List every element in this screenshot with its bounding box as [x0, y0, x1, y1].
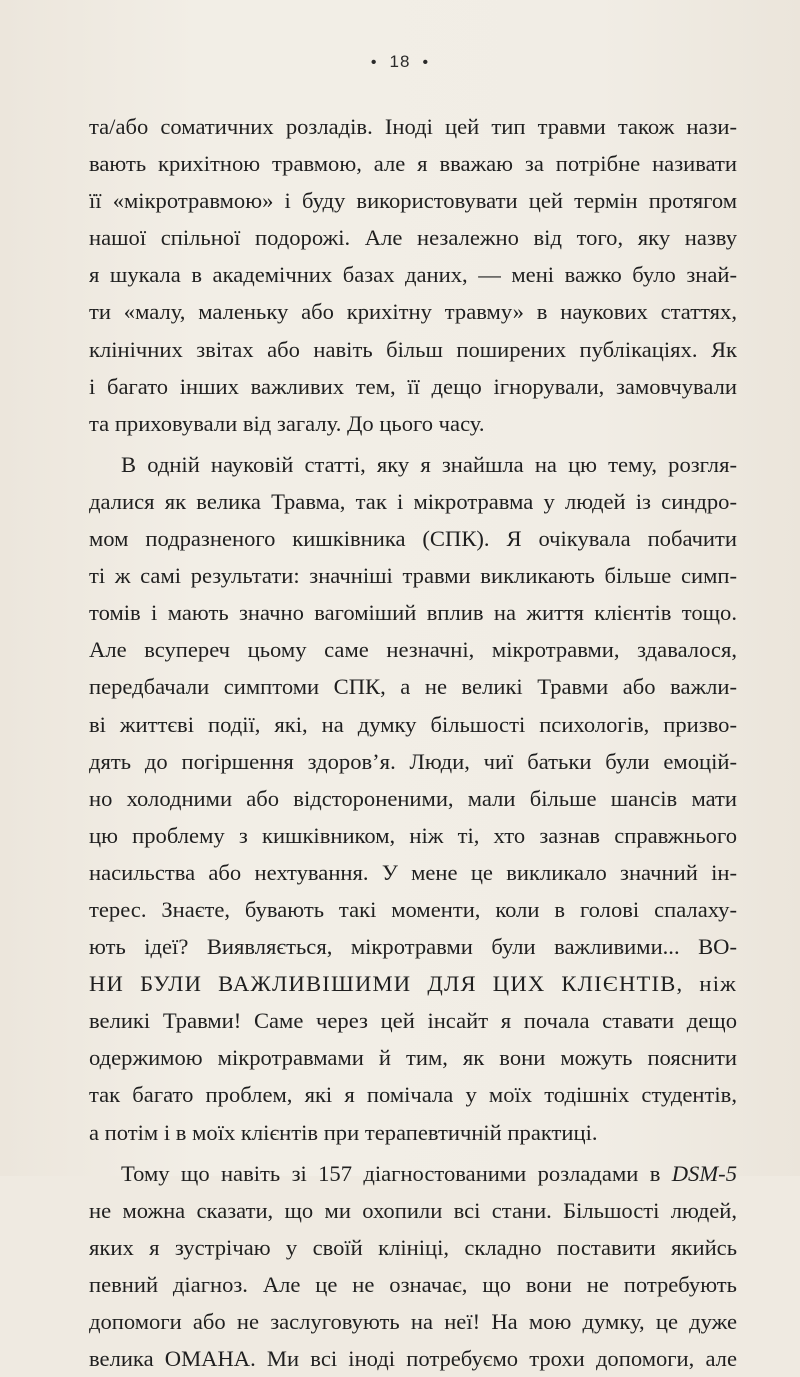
text-line: допомоги або не заслуговують на неї! На мою думку, це дуже	[89, 1309, 737, 1334]
text-line: но холодними або відстороненими, мали більше шансів мати	[89, 785, 737, 811]
text-line: цю проблему з кишківником, ніж ті, хто зазнав справжнього	[89, 822, 737, 848]
text-line-emphasis: НИ БУЛИ ВАЖЛИВІШИМИ ДЛЯ ЦИХ КЛІЄНТІВ, ніж	[89, 971, 737, 997]
text-line: одержимою мікротравмами й тим, як вони можуть пояснити	[89, 1045, 737, 1071]
text-line: дять до погіршення здоров’я. Люди, чиї батьки були емоцій-	[89, 748, 737, 774]
text-line: не можна сказати, що ми охопили всі стани. Більшості людей,	[89, 1197, 737, 1223]
text-line: передбачали симптоми СПК, а не великі Травми або важли-	[89, 674, 737, 700]
text-line: В одній науковій статті, яку я знайшла на цю тему, розгля-	[121, 451, 737, 477]
text-line: ті ж самі результати: значніші травми викликають більше симп-	[89, 563, 737, 589]
text-line: я шукала в академічних базах даних, — мені важко було знай-	[89, 262, 737, 288]
text-line: мом подразненого кишківника (СПК). Я очікувала побачити	[89, 526, 737, 552]
text-line: далися як велика Травма, так і мікротравма у людей із синдро-	[89, 488, 737, 514]
text-line: насильства або нехтування. У мене це викликало значний ін-	[89, 859, 737, 885]
folio-dot-left: •	[370, 54, 378, 71]
text-line: ві життєві події, які, на думку більшості психологів, призво-	[89, 711, 737, 737]
text-line: так багато проблем, які я помічала у моїх тодішніх студентів,	[89, 1082, 737, 1108]
text-line: терес. Знаєте, бувають такі моменти, коли в голові спалаху-	[89, 896, 737, 922]
text-line: яких я зустрічаю у своїй клініці, складно поставити якийсь	[89, 1234, 737, 1260]
text-line: клінічних звітах або навіть більш поширених публікаціях. Як	[89, 336, 737, 362]
text-line: велика ОМАНА. Ми всі іноді потребуємо трохи допомоги, але	[89, 1346, 737, 1372]
text-line: ти «малу, маленьку або крихітну травму» в наукових статтях,	[89, 299, 737, 325]
text-line: її «мікротравмою» і буду використовувати цей термін протягом	[89, 188, 737, 214]
text-line: нашої спільної подорожі. Але незалежно від того, яку назву	[89, 225, 737, 251]
text-line: Але всупереч цьому саме незначні, мікротравми, здавалося,	[89, 637, 737, 663]
text-line: вають крихітною травмою, але я вважаю за потрібне називати	[89, 151, 737, 177]
page-folio	[0, 52, 800, 72]
text-line: великі Травми! Саме через цей інсайт я почала ставати дещо	[89, 1008, 737, 1034]
dsm-title: DSM-5	[671, 1160, 737, 1186]
text-line: певний діагноз. Але це не означає, що вони не потребують	[89, 1271, 737, 1297]
body-text	[89, 108, 737, 1377]
text-line: та приховували від загалу. До цього часу.	[89, 410, 485, 436]
text-line: і багато інших важливих тем, її дещо ігнорували, замовчували	[89, 373, 737, 399]
folio-dot-right: •	[422, 54, 430, 71]
text-line: та/або соматичних розладів. Іноді цей тип травми також нази-	[89, 114, 737, 139]
text-line: ють ідеї? Виявляється, мікротравми були важливими... ВО-	[89, 934, 737, 960]
text-line: а потім і в моїх клієнтів при терапевтичній практиці.	[89, 1119, 598, 1145]
text-line: Тому що навіть зі 157 діагностованими розладами в DSM-5	[121, 1160, 737, 1186]
page-number: 18	[389, 52, 411, 71]
text-line: томів і мають значно вагоміший вплив на життя клієнтів тощо.	[89, 600, 737, 626]
